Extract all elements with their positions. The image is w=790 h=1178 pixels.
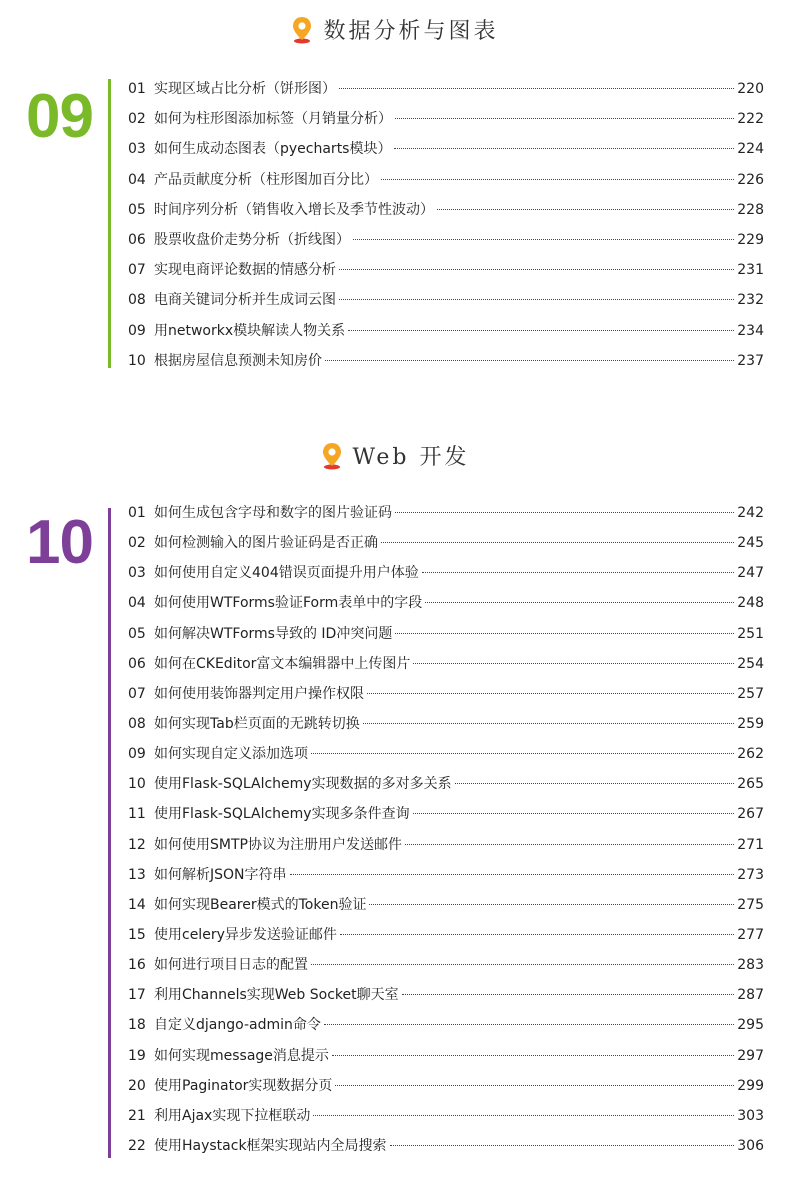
location-pin-icon	[321, 442, 343, 470]
toc-entry-number: 05	[128, 201, 146, 218]
toc-list-chapter-09	[128, 74, 764, 376]
toc-leader-dots	[332, 1055, 734, 1056]
toc-entry-number: 15	[128, 926, 146, 943]
toc-entry-number: 10	[128, 776, 146, 793]
toc-entry-title: 如何检测输入的图片验证码是否正确	[154, 535, 378, 552]
toc-entry-title: 使用Flask-SQLAlchemy实现多条件查询	[154, 806, 410, 823]
toc-entry-title: 电商关键词分析并生成词云图	[154, 292, 336, 309]
toc-leader-dots	[455, 783, 735, 784]
toc-entry[interactable]	[128, 1131, 764, 1161]
toc-entry-title: 产品贡献度分析（柱形图加百分比）	[154, 171, 378, 188]
toc-entry-number: 04	[128, 171, 146, 188]
toc-leader-dots	[395, 118, 734, 119]
toc-entry[interactable]	[128, 316, 764, 346]
toc-entry[interactable]	[128, 860, 764, 890]
toc-entry-title: 如何实现message消息提示	[154, 1047, 329, 1064]
toc-leader-dots	[311, 964, 734, 965]
toc-entry[interactable]	[128, 679, 764, 709]
toc-entry[interactable]	[128, 739, 764, 769]
toc-entry-number: 16	[128, 957, 146, 974]
toc-leader-dots	[335, 1085, 734, 1086]
toc-entry-title: 使用Haystack框架实现站内全局搜索	[154, 1137, 387, 1154]
section-title-web-dev	[0, 440, 790, 471]
toc-leader-dots	[425, 602, 734, 603]
toc-leader-dots	[437, 209, 734, 210]
toc-entry-title: 时间序列分析（销售收入增长及季节性波动）	[154, 201, 434, 218]
toc-entry-page-number: 248	[737, 595, 764, 612]
toc-entry[interactable]	[128, 799, 764, 829]
toc-entry-page-number: 273	[737, 866, 764, 883]
toc-entry-page-number: 222	[737, 111, 764, 128]
toc-entry-title: 用networkx模块解读人物关系	[154, 322, 346, 339]
toc-entry[interactable]	[128, 1101, 764, 1131]
toc-entry-title: 如何实现Tab栏页面的无跳转切换	[154, 715, 360, 732]
toc-entry-page-number: 277	[737, 926, 764, 943]
toc-entry-number: 06	[128, 231, 146, 248]
toc-entry-page-number: 287	[737, 987, 764, 1004]
toc-entry-number: 01	[128, 505, 146, 521]
toc-entry-page-number: 247	[737, 565, 764, 582]
toc-entry-title: 如何实现Bearer模式的Token验证	[154, 896, 367, 913]
toc-entry[interactable]	[128, 1010, 764, 1040]
toc-entry-page-number: 232	[737, 292, 764, 309]
toc-entry-page-number: 259	[737, 715, 764, 732]
toc-entry-number: 20	[128, 1077, 146, 1094]
toc-entry-title: 如何解决WTForms导致的 ID冲突问题	[154, 625, 393, 642]
toc-entry-title: 自定义django-admin命令	[154, 1017, 321, 1034]
toc-entry-page-number: 306	[737, 1137, 764, 1154]
toc-entry-page-number: 275	[737, 896, 764, 913]
toc-entry-page-number: 224	[737, 141, 764, 158]
toc-entry-number: 09	[128, 322, 146, 339]
toc-leader-dots	[340, 934, 734, 935]
toc-entry-page-number: 257	[737, 685, 764, 702]
toc-entry-title: 使用Flask-SQLAlchemy实现数据的多对多关系	[154, 776, 452, 793]
toc-entry-number: 05	[128, 625, 146, 642]
section-title-text: Web 开发	[352, 445, 470, 470]
toc-entry-page-number: 299	[737, 1077, 764, 1094]
toc-entry-number: 07	[128, 262, 146, 279]
toc-entry-number: 21	[128, 1107, 146, 1124]
toc-leader-dots	[324, 1024, 734, 1025]
toc-entry[interactable]	[128, 920, 764, 950]
toc-entry-number: 10	[128, 352, 146, 369]
section-title-text: 数据分析与图表	[323, 19, 499, 44]
toc-leader-dots	[413, 663, 734, 664]
toc-leader-dots	[369, 904, 734, 905]
toc-entry-page-number: 229	[737, 231, 764, 248]
toc-entry[interactable]	[128, 588, 764, 618]
toc-entry[interactable]	[128, 74, 764, 104]
toc-entry-number: 03	[128, 141, 146, 158]
toc-leader-dots	[339, 88, 734, 89]
toc-entry-page-number: 283	[737, 957, 764, 974]
toc-leader-dots	[325, 360, 734, 361]
toc-list-chapter-10	[128, 498, 764, 1161]
toc-entry-number: 08	[128, 292, 146, 309]
toc-entry-page-number: 265	[737, 776, 764, 793]
toc-entry[interactable]	[128, 134, 764, 164]
toc-leader-dots	[413, 813, 735, 814]
toc-entry-page-number: 254	[737, 655, 764, 672]
toc-entry-number: 19	[128, 1047, 146, 1064]
toc-entry-page-number: 234	[737, 322, 764, 339]
toc-entry-title: 如何为柱形图添加标签（月销量分析）	[154, 111, 392, 128]
toc-entry-number: 11	[128, 806, 146, 823]
toc-entry-number: 09	[128, 746, 146, 763]
toc-leader-dots	[381, 179, 734, 180]
toc-entry-page-number: 237	[737, 352, 764, 369]
toc-entry[interactable]	[128, 980, 764, 1010]
toc-entry-title: 如何使用装饰器判定用户操作权限	[154, 685, 364, 702]
toc-entry-title: 股票收盘价走势分析（折线图）	[154, 231, 350, 248]
toc-leader-dots	[381, 542, 734, 543]
toc-entry-title: 根据房屋信息预测未知房价	[154, 352, 322, 369]
toc-leader-dots	[348, 330, 734, 331]
toc-entry-title: 如何实现自定义添加选项	[154, 746, 308, 763]
toc-entry-number: 04	[128, 595, 146, 612]
toc-leader-dots	[353, 239, 734, 240]
toc-entry-title: 如何生成动态图表（pyecharts模块）	[154, 141, 392, 158]
toc-entry-number: 18	[128, 1017, 146, 1034]
toc-entry-page-number: 297	[737, 1047, 764, 1064]
toc-entry-title: 实现区域占比分析（饼形图）	[154, 81, 336, 97]
toc-entry-number: 02	[128, 535, 146, 552]
toc-entry-title: 使用Paginator实现数据分页	[154, 1077, 333, 1094]
toc-entry-title: 利用Channels实现Web Socket聊天室	[154, 987, 399, 1004]
toc-leader-dots	[339, 299, 734, 300]
toc-entry-page-number: 226	[737, 171, 764, 188]
toc-entry-number: 14	[128, 896, 146, 913]
toc-entry-number: 01	[128, 81, 146, 97]
toc-leader-dots	[363, 723, 735, 724]
toc-leader-dots	[390, 1145, 735, 1146]
toc-entry-number: 12	[128, 836, 146, 853]
section-title-data-analysis	[0, 14, 790, 45]
toc-leader-dots	[311, 753, 734, 754]
toc-entry-number: 07	[128, 685, 146, 702]
toc-entry[interactable]	[128, 619, 764, 649]
toc-entry[interactable]	[128, 285, 764, 315]
toc-entry-page-number: 242	[737, 505, 764, 521]
toc-entry[interactable]	[128, 346, 764, 376]
toc-entry[interactable]	[128, 195, 764, 225]
toc-entry[interactable]	[128, 104, 764, 134]
toc-leader-dots	[395, 633, 734, 634]
toc-leader-dots	[422, 572, 735, 573]
toc-entry-page-number: 267	[737, 806, 764, 823]
toc-entry-title: 实现电商评论数据的情感分析	[154, 262, 336, 279]
toc-entry-number: 13	[128, 866, 146, 883]
chapter-number-09: 09	[26, 82, 93, 151]
toc-entry[interactable]	[128, 558, 764, 588]
toc-entry[interactable]	[128, 225, 764, 255]
toc-entry[interactable]	[128, 950, 764, 980]
toc-entry-number: 17	[128, 987, 146, 1004]
toc-entry-page-number: 271	[737, 836, 764, 853]
toc-entry[interactable]	[128, 1041, 764, 1071]
toc-entry-page-number: 262	[737, 746, 764, 763]
toc-entry-title: 如何进行项目日志的配置	[154, 957, 308, 974]
toc-entry-number: 03	[128, 565, 146, 582]
chapter-number-10: 10	[26, 508, 93, 577]
toc-entry[interactable]	[128, 890, 764, 920]
toc-entry-page-number: 251	[737, 625, 764, 642]
chapter-divider-bar	[108, 508, 111, 1158]
toc-entry-page-number: 231	[737, 262, 764, 279]
toc-entry-title: 如何在CKEditor富文本编辑器中上传图片	[154, 655, 411, 672]
toc-entry-title: 如何使用WTForms验证Form表单中的字段	[154, 595, 423, 612]
toc-entry[interactable]	[128, 498, 764, 528]
toc-leader-dots	[367, 693, 734, 694]
toc-entry[interactable]	[128, 709, 764, 739]
chapter-divider-bar	[108, 79, 111, 368]
toc-entry[interactable]	[128, 1071, 764, 1101]
toc-entry[interactable]	[128, 255, 764, 285]
toc-entry-title: 如何使用SMTP协议为注册用户发送邮件	[154, 836, 402, 853]
toc-leader-dots	[394, 148, 734, 149]
toc-entry[interactable]	[128, 165, 764, 195]
toc-entry-number: 02	[128, 111, 146, 128]
toc-leader-dots	[405, 844, 734, 845]
toc-leader-dots	[395, 512, 734, 513]
toc-entry-title: 如何解析JSON字符串	[154, 866, 287, 883]
toc-entry-title: 使用celery异步发送验证邮件	[154, 926, 337, 943]
toc-entry-page-number: 303	[737, 1107, 764, 1124]
toc-entry-page-number: 245	[737, 535, 764, 552]
toc-entry-number: 22	[128, 1137, 146, 1154]
toc-entry-number: 08	[128, 715, 146, 732]
toc-entry-number: 06	[128, 655, 146, 672]
toc-leader-dots	[313, 1115, 734, 1116]
toc-entry-title: 如何使用自定义404错误页面提升用户体验	[154, 565, 419, 582]
toc-entry-page-number: 295	[737, 1017, 764, 1034]
toc-leader-dots	[339, 269, 734, 270]
location-pin-icon	[291, 16, 313, 44]
toc-entry[interactable]	[128, 528, 764, 558]
toc-entry-title: 利用Ajax实现下拉框联动	[154, 1107, 311, 1124]
toc-entry[interactable]	[128, 649, 764, 679]
toc-leader-dots	[290, 874, 735, 875]
toc-entry-page-number: 228	[737, 201, 764, 218]
toc-leader-dots	[402, 994, 735, 995]
toc-entry[interactable]	[128, 830, 764, 860]
toc-entry-page-number: 220	[737, 81, 764, 97]
toc-entry-title: 如何生成包含字母和数字的图片验证码	[154, 505, 392, 521]
toc-entry[interactable]	[128, 769, 764, 799]
